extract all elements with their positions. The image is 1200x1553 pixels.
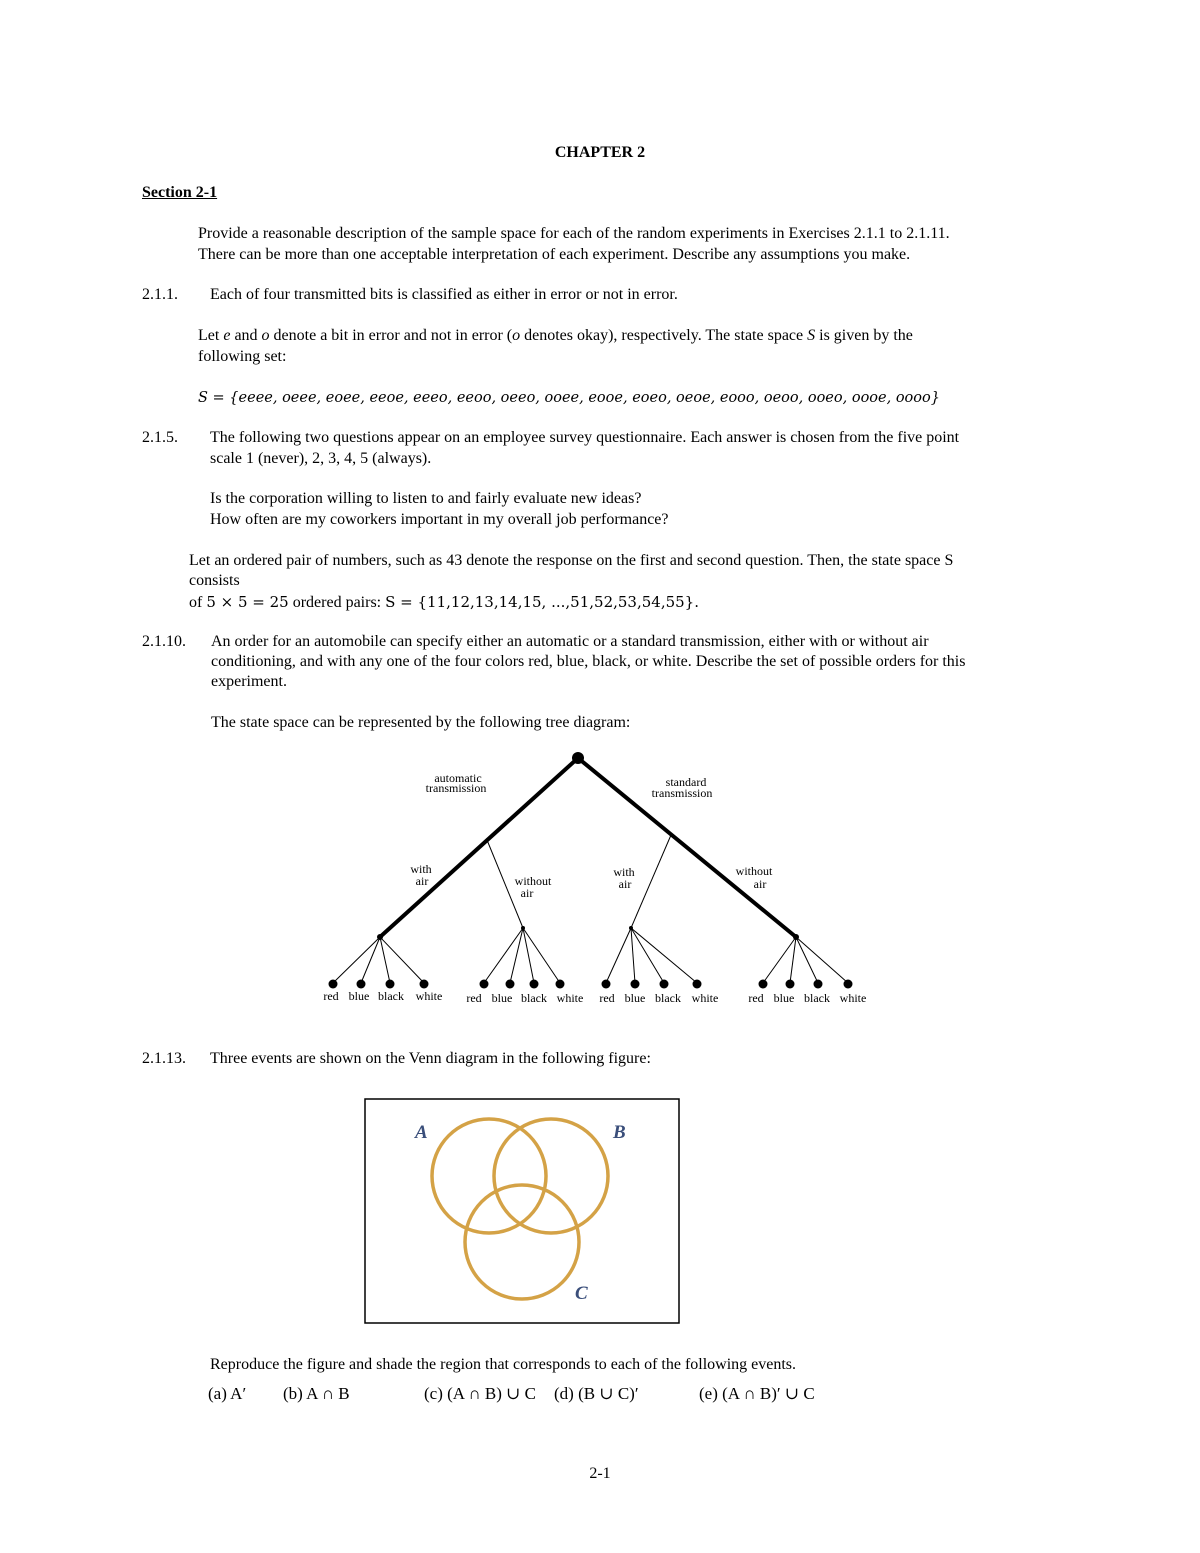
leaf-label-red: red <box>748 991 764 1005</box>
exercise-number: 2.1.5. <box>142 429 178 446</box>
exercise-line-2: scale 1 (never), 2, 3, 4, 5 (always). <box>210 450 432 467</box>
chapter-title: CHAPTER 2 <box>554 144 646 161</box>
branch-node <box>521 926 525 930</box>
root-node <box>572 752 584 764</box>
with-air-label: with <box>410 862 432 876</box>
leaf-label-black: black <box>804 991 830 1005</box>
exercise-line-2: conditioning, and with any one of the four colors red, blue, black, or white. Describe the set of possible orders for this <box>211 653 966 670</box>
leaf-line <box>631 928 664 983</box>
leaf-node <box>631 980 640 989</box>
exercise-number: 2.1.13. <box>142 1050 186 1067</box>
automatic-label: transmission <box>425 781 487 795</box>
answer-text: denotes okay), respectively. The state space <box>524 327 804 344</box>
leaf-node <box>602 980 611 989</box>
answer-text: denote a bit in error and not in error ( <box>273 327 513 344</box>
branch-node <box>377 934 383 940</box>
leaf-line <box>796 937 848 983</box>
leaf-label-blue: blue <box>348 989 370 1003</box>
intro-line-1: Provide a reasonable description of the sample space for each of the random experiments in Exercises 2.1.1 to 2.1.11. <box>198 225 950 242</box>
leaf-label-red: red <box>323 989 339 1003</box>
leaf-label-blue: blue <box>491 991 513 1005</box>
answer-text: of <box>189 594 203 611</box>
leaf-node <box>556 980 565 989</box>
leaf-label-blue: blue <box>624 991 646 1005</box>
leaf-line <box>631 928 697 983</box>
standard-label: standard <box>665 775 707 789</box>
leaf-label-white: white <box>839 991 867 1005</box>
leaf-line <box>510 928 523 983</box>
survey-question-1: Is the corporation willing to listen to and fairly evaluate new ideas? <box>210 490 642 507</box>
exercise-question: Each of four transmitted bits is classified as either in error or not in error. <box>210 286 678 303</box>
leaf-node <box>420 980 429 989</box>
venn-frame <box>365 1099 679 1323</box>
without-air-label: without <box>735 864 773 878</box>
answer-line-1: Let an ordered pair of numbers, such as 43 denote the response on the first and second question. Then, the state space S <box>189 552 954 569</box>
variable-o: o <box>261 327 270 344</box>
page-number: 2-1 <box>589 1465 611 1482</box>
leaf-node <box>786 980 795 989</box>
section-title: Section 2-1 <box>142 184 218 201</box>
leaf-node <box>386 980 395 989</box>
tree-intro: The state space can be represented by the following tree diagram: <box>211 714 631 731</box>
venn-diagram <box>364 1098 681 1325</box>
without-air-label: air <box>520 886 534 900</box>
answer-line-2: consists <box>189 572 240 589</box>
leaf-label-black: black <box>521 991 547 1005</box>
math-set: S = {11,12,13,14,15, ...,51,52,53,54,55}. <box>385 593 699 611</box>
label-c: C <box>575 1283 588 1304</box>
leaf-label-red: red <box>466 991 482 1005</box>
leaf-label-white: white <box>415 989 443 1003</box>
survey-question-2: How often are my coworkers important in my overall job performance? <box>210 511 669 528</box>
exercise-line-1: Three events are shown on the Venn diagram in the following figure: <box>210 1050 651 1067</box>
variable-e: e <box>223 327 231 344</box>
event-part-c: (c) (A ∩ B) ∪ C <box>424 1384 536 1403</box>
sample-space-set: S = {eeee, oeee, eoee, eeoe, eeeo, eeoo, oeeo, ooee, eooe, eoeo, oeoe, eooo, oeoo, ooeo, oooe, oooo} <box>198 390 940 406</box>
answer-line-2: following set: <box>198 348 287 365</box>
exercise-line-3: experiment. <box>211 673 287 690</box>
leaf-label-blue: blue <box>773 991 795 1005</box>
leaf-label-black: black <box>655 991 681 1005</box>
branch-std-without-air-thin <box>631 835 671 928</box>
answer-text: ordered pairs: <box>292 594 382 611</box>
math-product: 5 × 5 = 25 <box>206 593 289 611</box>
event-part-a: (a) A′ <box>208 1384 247 1403</box>
leaf-line <box>380 937 424 983</box>
with-air-label: air <box>618 877 632 891</box>
leaf-node <box>844 980 853 989</box>
leaf-node <box>480 980 489 989</box>
leaf-line <box>631 928 635 983</box>
leaf-line <box>333 937 380 983</box>
label-b: B <box>613 1122 626 1143</box>
leaf-line <box>380 937 390 983</box>
leaf-node <box>530 980 539 989</box>
leaf-line <box>361 937 380 983</box>
standard-label: transmission <box>651 786 713 800</box>
leaf-node <box>693 980 702 989</box>
leaf-label-red: red <box>599 991 615 1005</box>
leaf-label-white: white <box>691 991 719 1005</box>
exercise-number: 2.1.1. <box>142 286 178 303</box>
exercise-number: 2.1.10. <box>142 633 186 650</box>
leaf-node <box>814 980 823 989</box>
leaf-node <box>759 980 768 989</box>
branch-node <box>629 926 633 930</box>
event-part-d: (d) (B ∪ C)′ <box>554 1384 639 1403</box>
exercise-line-1: An order for an automobile can specify either an automatic or a standard transmission, either with or without air <box>211 633 929 650</box>
without-air-label: air <box>753 877 767 891</box>
intro-line-2: There can be more than one acceptable interpretation of each experiment. Describe any assumptions you make. <box>198 246 911 263</box>
leaf-node <box>329 980 338 989</box>
with-air-label: with <box>613 865 635 879</box>
leaf-line <box>606 928 631 983</box>
leaf-node <box>660 980 669 989</box>
leaf-label-black: black <box>378 989 404 1003</box>
variable-o: o <box>512 327 521 344</box>
exercise-line-1: The following two questions appear on an employee survey questionnaire. Each answer is chosen from the five point <box>210 429 960 446</box>
event-part-b: (b) A ∩ B <box>283 1384 350 1403</box>
leaf-line <box>484 928 523 983</box>
variable-s: S <box>807 327 816 344</box>
automatic-label: automatic <box>434 771 482 785</box>
event-part-e: (e) (A ∩ B)′ ∪ C <box>699 1384 815 1403</box>
without-air-label: without <box>514 874 552 888</box>
leaf-node <box>506 980 515 989</box>
answer-text: is given by the <box>819 327 913 344</box>
label-a: A <box>415 1122 428 1143</box>
answer-text: and <box>234 327 258 344</box>
answer-text: Let <box>198 327 220 344</box>
with-air-label: air <box>415 874 429 888</box>
branch-node <box>793 934 799 940</box>
leaf-label-white: white <box>556 991 584 1005</box>
leaf-line <box>796 937 818 983</box>
leaf-node <box>357 980 366 989</box>
shade-instruction: Reproduce the figure and shade the region that corresponds to each of the following events. <box>210 1356 797 1373</box>
